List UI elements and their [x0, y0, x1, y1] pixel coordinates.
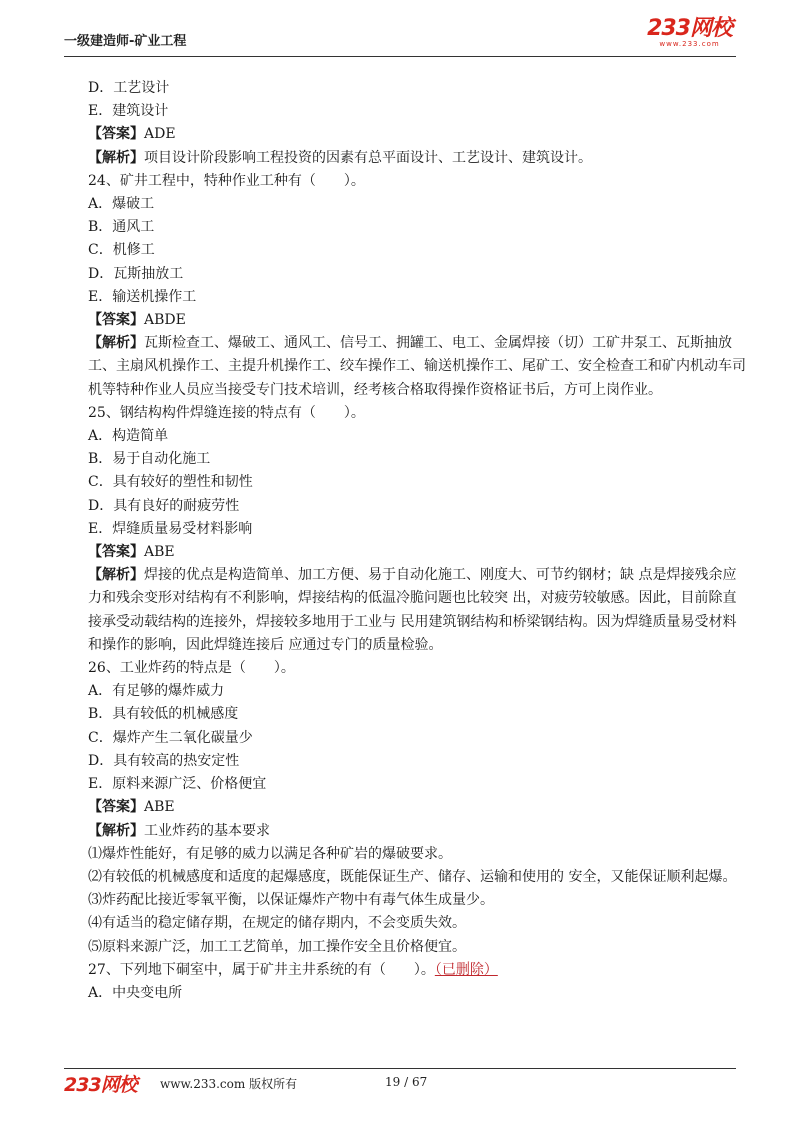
line-tag: 【答案】 [88, 126, 144, 143]
line-tag: 【答案】 [88, 312, 144, 329]
line-text: 24、矿井工程中，特种作业工种有（ ）。 [88, 172, 365, 189]
line-text: ⑶炸药配比接近零氧平衡，以保证爆炸产物中有毒气体生成量少。 [88, 892, 494, 909]
text-line [88, 541, 748, 564]
footer-divider [64, 1068, 736, 1069]
text-line [88, 402, 748, 425]
document-body [88, 77, 748, 1005]
line-text: ⑸原料来源广泛，加工工艺简单，加工操作安全且价格便宜。 [88, 938, 466, 955]
line-text: 工业炸药的基本要求 [144, 822, 270, 839]
text-line [88, 820, 748, 843]
text-line [88, 936, 748, 959]
line-text: A．有足够的爆炸威力 [88, 683, 225, 700]
line-text: E．输送机操作工 [88, 288, 197, 305]
line-text: ADE [144, 126, 176, 143]
line-tag: 【答案】 [88, 799, 144, 816]
text-line [88, 147, 748, 170]
line-text: D．瓦斯抽放工 [88, 265, 184, 282]
text-line [88, 657, 748, 680]
text-line [88, 703, 748, 726]
text-line [88, 982, 748, 1005]
text-line [88, 959, 748, 982]
line-text: ABE [144, 544, 175, 561]
text-line [88, 727, 748, 750]
line-text: C．具有较好的塑性和韧性 [88, 474, 253, 491]
line-tag: 【解析】 [88, 149, 144, 166]
line-text: ⑴爆炸性能好，有足够的威力以满足各种矿岩的爆破要求。 [88, 845, 452, 862]
line-text: 26、工业炸药的特点是（ ）。 [88, 660, 295, 677]
line-tag: 【答案】 [88, 544, 144, 561]
text-line [88, 309, 748, 332]
line-text: B．具有较低的机械感度 [88, 706, 239, 723]
text-line [88, 889, 748, 912]
line-text: A．爆破工 [88, 196, 155, 213]
brand-logo [647, 18, 732, 48]
line-text: 项目设计阶段影响工程投资的因素有总平面设计、工艺设计、建筑设计。 [144, 149, 592, 166]
text-line [88, 332, 748, 402]
text-line [88, 77, 748, 100]
line-text: ⑵有较低的机械感度和适度的起爆感度，既能保证生产、储存、运输和使用的 安全，又能保证顺利起爆。 [88, 868, 737, 885]
line-text: ABDE [144, 312, 186, 329]
line-text: 焊接的优点是构造简单、加工方便、易于自动化施工、刚度大、可节约钢材；缺 点是焊接残余应力和残余变形对结构有不利影响，焊接结构的低温冷脆问题也比较突 出，对疲劳较敏感。因此，目前除直接承受动载结构的连接外，焊接较多地用于工业与 民用建筑钢结构和桥梁钢结构。因为焊缝质量易受材料和操作的影响，因此焊缝连接后 应通过专门的质量检验。 [88, 567, 737, 653]
line-text: ABE [144, 799, 175, 816]
line-text: A．构造简单 [88, 428, 169, 445]
header-divider [64, 56, 736, 57]
line-text: D．具有良好的耐疲劳性 [88, 497, 240, 514]
line-tag: 【解析】 [88, 822, 144, 839]
line-text: C．机修工 [88, 242, 155, 259]
deleted-marker: （已删除） [434, 961, 498, 978]
text-line [88, 193, 748, 216]
text-line [88, 843, 748, 866]
text-line [88, 471, 748, 494]
text-line [88, 100, 748, 123]
line-text: B．通风工 [88, 219, 155, 236]
line-text: D．工艺设计 [88, 80, 170, 96]
text-line [88, 263, 748, 286]
footer-logo: 233网校 [64, 1074, 137, 1096]
text-line [88, 239, 748, 262]
text-line [88, 796, 748, 819]
text-line [88, 518, 748, 541]
line-text: E．焊缝质量易受材料影响 [88, 520, 253, 537]
line-text: A．中央变电所 [88, 984, 183, 1001]
page-number: 19 / 67 [385, 1075, 428, 1089]
text-line [88, 448, 748, 471]
text-line [88, 216, 748, 239]
text-line [88, 286, 748, 309]
line-text: E．原料来源广泛、价格便宜 [88, 776, 267, 793]
text-line [88, 425, 748, 448]
line-text: 25、钢结构构件焊缝连接的特点有（ ）。 [88, 404, 365, 421]
line-tag: 【解析】 [88, 335, 144, 352]
text-line [88, 750, 748, 773]
text-line [88, 773, 748, 796]
page-header [0, 0, 800, 60]
text-line [88, 680, 748, 703]
text-line [88, 912, 748, 935]
line-text: B．易于自动化施工 [88, 451, 211, 468]
text-line [88, 564, 748, 657]
line-text: 瓦斯检查工、爆破工、通风工、信号工、拥罐工、电工、金属焊接（切）工矿井泵工、瓦斯抽放工、主扇风机操作工、主提升机操作工、绞车操作工、输送机操作工、尾矿工、安全检查工和矿内机动车司机等特种作业人员应当接受专门技术培训，经考核合格取得操作资格证书后，方可上岗作业。 [88, 335, 746, 398]
text-line [88, 170, 748, 193]
text-line [88, 495, 748, 518]
line-text: 27、下列地下硐室中，属于矿井主井系统的有（ ）。 [88, 961, 435, 978]
line-text: C．爆炸产生二氧化碳量少 [88, 729, 253, 746]
line-tag: 【解析】 [88, 567, 144, 584]
line-text: D．具有较高的热安定性 [88, 752, 240, 769]
text-line [88, 123, 748, 146]
line-text: E．建筑设计 [88, 103, 169, 120]
line-text: ⑷有适当的稳定储存期，在规定的储存期内，不会变质失效。 [88, 915, 466, 932]
document-title: 一级建造师-矿业工程 [64, 34, 187, 49]
logo-url: www.233.com [659, 40, 720, 48]
logo-text: 233网校 [647, 16, 732, 41]
footer-copyright: www.233.com 版权所有 [160, 1077, 298, 1091]
text-line [88, 866, 748, 889]
